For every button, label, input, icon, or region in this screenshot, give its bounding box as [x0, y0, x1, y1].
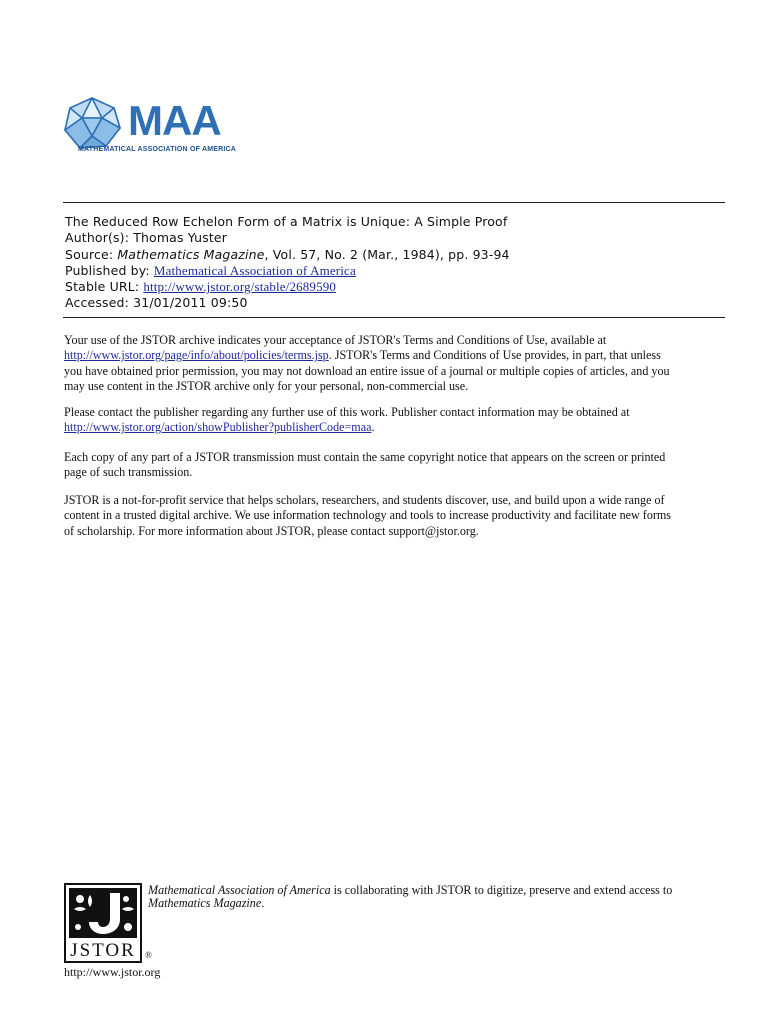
icosahedron-icon	[62, 96, 122, 150]
publisher-line: Published by: Mathematical Association of America	[65, 262, 356, 278]
journal-name: Mathematics Magazine	[117, 246, 265, 262]
collaboration-note: Mathematical Association of America is collaborating with JSTOR to digitize, preserve and extend access to Mathematics Magazine.	[148, 883, 673, 911]
accessed-date: 31/01/2011 09:50	[133, 295, 248, 311]
maa-subtitle: MATHEMATICAL ASSOCIATION OF AMERICA	[78, 146, 237, 153]
publisher-contact-link[interactable]: http://www.jstor.org/action/showPublisher?publisherCode=maa	[64, 420, 372, 435]
copyright-paragraph: Each copy of any part of a JSTOR transmission must contain the same copyright notice that appears on the screen or printed page of such transmission.	[64, 450, 666, 480]
stable-url-line: Stable URL: http://www.jstor.org/stable/2689590	[65, 279, 337, 295]
citation-block	[65, 214, 725, 312]
source-line: Source: Mathematics Magazine, Vol. 57, No. 2 (Mar., 1984), pp. 93-94	[65, 246, 510, 262]
maa-wordmark: MAA	[128, 97, 221, 144]
author-name: Thomas Yuster	[133, 230, 228, 246]
registered-mark: ®	[145, 950, 152, 960]
about-paragraph: JSTOR is a not-for-profit service that helps scholars, researchers, and students discover, use, and build upon a wide range of content in a trusted digital archive. We use information technology and tools to increase productivity and facilitate new forms of scholarship. For more information about JSTOR, please contact support@jstor.org.	[64, 493, 672, 538]
footer-publisher: Mathematical Association of America	[148, 883, 331, 897]
jstor-url[interactable]: http://www.jstor.org	[64, 965, 161, 979]
accessed-line: Accessed: 31/01/2011 09:50	[65, 295, 248, 311]
contact-paragraph: Please contact the publisher regarding any further use of this work. Publisher contact information may be obtained at http://www.jstor.org/action/showPublisher?publisherCode=maa.	[64, 405, 630, 435]
publisher-link[interactable]: Mathematical Association of America	[153, 262, 356, 278]
maa-logo	[62, 96, 237, 158]
top-divider	[63, 202, 725, 203]
stable-url-link[interactable]: http://www.jstor.org/stable/2689590	[143, 279, 337, 295]
bottom-divider	[63, 317, 725, 318]
jstor-logo-text: JSTOR	[70, 940, 136, 961]
terms-link[interactable]: http://www.jstor.org/page/info/about/policies/terms.jsp	[64, 348, 329, 363]
authors-line: Author(s): Thomas Yuster	[65, 230, 228, 246]
footer-journal: Mathematics Magazine	[148, 896, 262, 911]
terms-paragraph: Your use of the JSTOR archive indicates your acceptance of JSTOR's Terms and Conditions of Use, available at http://www.jstor.org/page/info/about/policies/terms.jsp. JSTOR's Terms and Conditions of Use provides, in part, that unless you have obtained prior permission, you may not download an entire issue of a journal or multiple copies of articles, and you may use content in the JSTOR archive only for your personal, non-commercial use.	[64, 333, 670, 394]
jstor-logo	[64, 883, 142, 963]
article-title: The Reduced Row Echelon Form of a Matrix is Unique: A Simple Proof	[65, 214, 508, 229]
